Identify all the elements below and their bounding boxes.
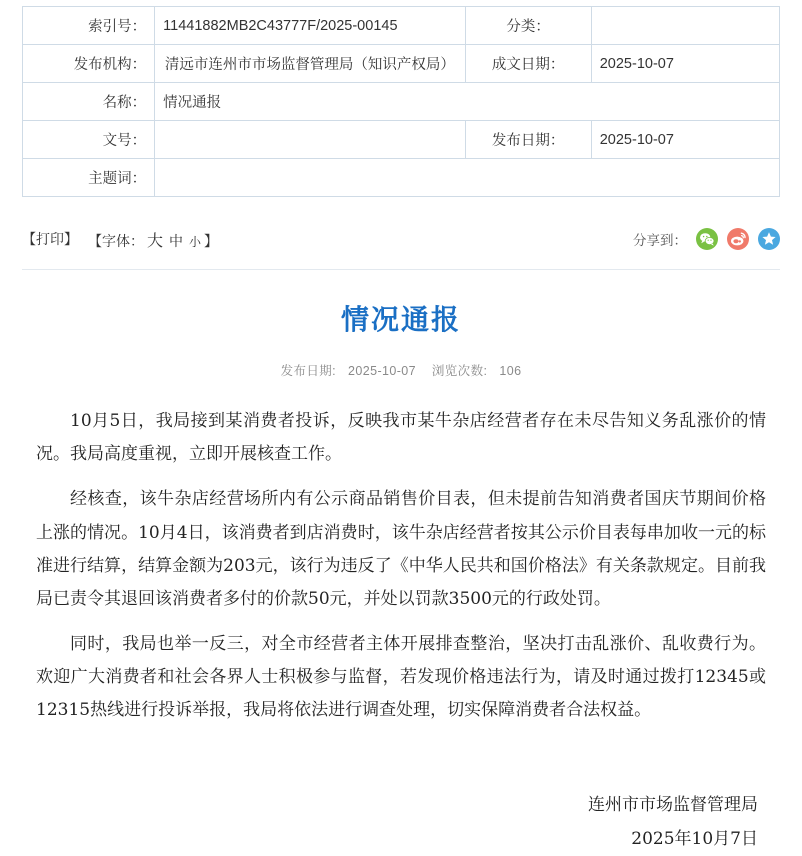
- qzone-icon[interactable]: [758, 228, 780, 250]
- article-body: [22, 405, 780, 856]
- document-number-value: [155, 121, 465, 159]
- article-paragraph: 经核查，该牛杂店经营场所内有公示商品销售价目表，但未提前告知消费者国庆节期间价格上涨的情况。10月4日，该消费者到店消费时，该牛杂店经营者按其公示价目表每串加收一元的标准进行结算，结算金额为203元，该行为违反了《中华人民共和国价格法》有关条款规定。目前我局已责令其退回该消费者多付的价款50元，并处以罚款3500元的行政处罚。: [36, 489, 766, 609]
- font-size-small-button[interactable]: 小: [189, 234, 202, 249]
- article-publish-date-label: 发布日期:: [280, 364, 337, 379]
- table-row: [23, 121, 780, 159]
- publish-date-label: 发布日期：: [465, 121, 591, 159]
- table-row: [23, 83, 780, 121]
- category-value: [591, 7, 779, 45]
- document-number-label: 文号：: [23, 121, 155, 159]
- article-paragraph: 同时，我局也举一反三，对全市经营者主体开展排查整治，坚决打击乱涨价、乱收费行为。欢迎广大消费者和社会各界人士积极参与监督，若发现价格违法行为，请及时通过拨打12345或12315热线进行投诉举报，我局将依法进行调查处理，切实保障消费者合法权益。: [36, 634, 766, 721]
- weibo-icon[interactable]: [727, 228, 749, 250]
- name-label: 名称：: [23, 83, 155, 121]
- toolbar-left-group: [22, 228, 218, 251]
- font-size-medium-button[interactable]: 中: [169, 232, 184, 249]
- metadata-table-container: [0, 0, 802, 197]
- font-size-label: 【字体：: [88, 232, 144, 249]
- signature-organization: 连州市市场监督管理局: [588, 795, 758, 816]
- page-title: 情况通报: [340, 304, 461, 335]
- metadata-table: [22, 6, 780, 197]
- font-size-large-button[interactable]: 大: [147, 232, 164, 250]
- index-number-label: 索引号：: [23, 7, 155, 45]
- issuing-agency-value: 清远市连州市市场监督管理局（知识产权局）: [155, 45, 465, 83]
- print-button[interactable]: 【打印】: [22, 231, 78, 247]
- name-value: 情况通报: [155, 83, 780, 121]
- font-size-group: [88, 228, 218, 251]
- table-row: [23, 45, 780, 83]
- keywords-label: 主题词：: [23, 159, 155, 197]
- share-label: 分享到：: [633, 233, 687, 248]
- article-views-label: 浏览次数:: [431, 364, 488, 379]
- article-meta: [22, 361, 780, 379]
- keywords-value: [155, 159, 780, 197]
- table-row: [23, 159, 780, 197]
- wechat-icon[interactable]: [696, 228, 718, 250]
- article: [22, 270, 780, 856]
- share-group: [633, 228, 780, 250]
- index-number-value: 11441882MB2C43777F/2025-00145: [155, 7, 465, 45]
- font-size-group-close: 】: [204, 232, 219, 249]
- table-row: [23, 7, 780, 45]
- document-date-label: 成文日期：: [465, 45, 591, 83]
- issuing-agency-label: 发布机构：: [23, 45, 155, 83]
- document-toolbar: [22, 219, 780, 259]
- article-publish-date: 2025-10-07: [348, 364, 416, 379]
- category-label: 分类：: [465, 7, 591, 45]
- article-paragraph: 10月5日，我局接到某消费者投诉，反映我市某牛杂店经营者存在未尽告知义务乱涨价的情况。我局高度重视，立即开展核查工作。: [36, 411, 766, 465]
- signature-date: 2025年10月7日: [631, 828, 758, 849]
- publish-date-value: 2025-10-07: [591, 121, 779, 159]
- article-views-count: 106: [499, 364, 522, 379]
- document-date-value: 2025-10-07: [591, 45, 779, 83]
